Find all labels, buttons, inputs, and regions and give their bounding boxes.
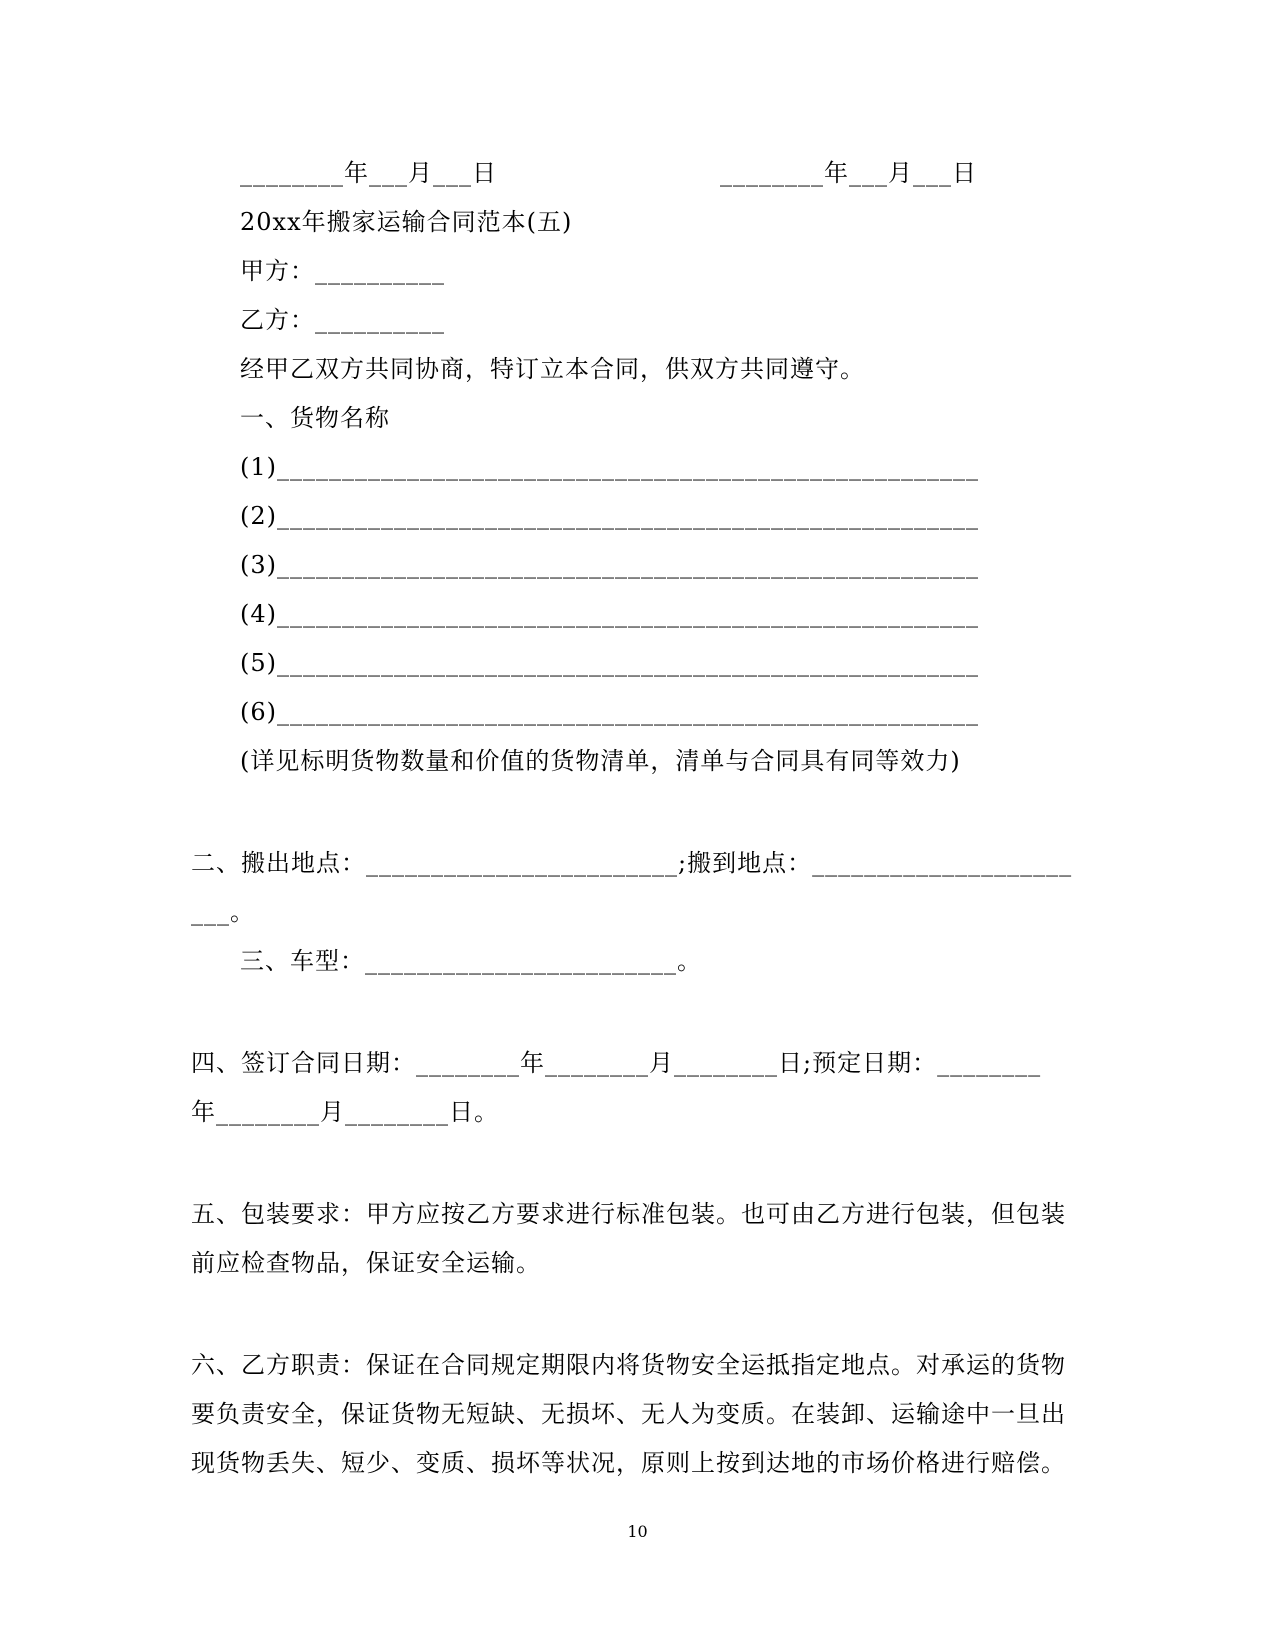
duties-line-1: 六、乙方职责：保证在合同规定期限内将货物安全运抵指定地点。对承运的货物 [191, 1351, 1066, 1379]
signature-date-left: ________年___月___日 [240, 159, 497, 187]
page-number: 10 [627, 1522, 648, 1541]
goods-item: (2)______________________________________________________ [240, 502, 979, 530]
goods-item: (4)______________________________________________________ [240, 600, 979, 628]
party-a-line: 甲方：__________ [240, 257, 445, 285]
goods-heading: 一、货物名称 [240, 404, 390, 432]
party-b-line: 乙方：__________ [240, 306, 445, 334]
location-line-1: 二、搬出地点：________________________;搬到地点：____________________ [191, 849, 1073, 877]
goods-item: (3)______________________________________________________ [240, 551, 979, 579]
goods-item: (6)______________________________________________________ [240, 698, 979, 726]
duties-line-3: 现货物丢失、短少、变质、损坏等状况，原则上按到达地的市场价格进行赔偿。 [191, 1449, 1066, 1477]
dates-line-2: 年________月________日。 [191, 1098, 499, 1126]
location-line-2: ___。 [191, 898, 255, 926]
vehicle-type-line: 三、车型：________________________。 [240, 947, 702, 975]
goods-item: (1)______________________________________________________ [240, 453, 979, 481]
section-title: 20xx年搬家运输合同范本(五) [240, 208, 573, 236]
intro-paragraph: 经甲乙双方共同协商，特订立本合同，供双方共同遵守。 [240, 355, 865, 383]
packaging-line-1: 五、包装要求：甲方应按乙方要求进行标准包装。也可由乙方进行包装，但包装 [191, 1200, 1066, 1228]
packaging-line-2: 前应检查物品，保证安全运输。 [191, 1249, 541, 1277]
duties-line-2: 要负责安全，保证货物无短缺、无损坏、无人为变质。在装卸、运输途中一旦出 [191, 1400, 1066, 1428]
goods-note: (详见标明货物数量和价值的货物清单，清单与合同具有同等效力) [240, 747, 961, 775]
signature-date-right: ________年___月___日 [720, 159, 977, 187]
goods-item: (5)______________________________________________________ [240, 649, 979, 677]
dates-line-1: 四、签订合同日期：________年________月________日;预定日期：________ [191, 1049, 1042, 1077]
